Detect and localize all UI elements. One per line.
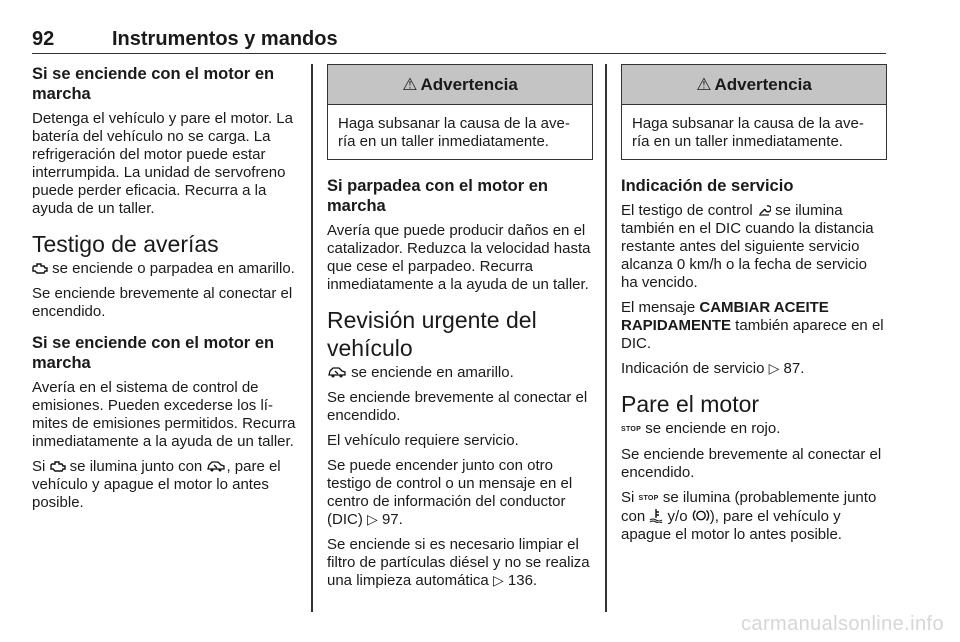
subheading: Si parpadea con el motor en marcha (327, 177, 548, 215)
paragraph: Avería que puede producir daños en el catalizador. Reduzca la velocidad hasta que cese el parpadeo. Recurra inmediatamente a la ayuda de un taller. (327, 222, 591, 293)
running-title: Instrumentos y mandos (112, 28, 338, 50)
page-number: 92 (32, 28, 55, 50)
warning-header: ⚠ Advertencia (328, 65, 592, 105)
reference-link[interactable]: 87. (783, 360, 805, 377)
paragraph: Si STOP se ilumina (probablemente junto con y/o ), pare el vehículo y apague el motor lo antes posible. (621, 489, 877, 543)
paragraph: Si se ilumina junto con , pare el vehículo y apague el motor lo antes posible. (32, 458, 281, 511)
paragraph: Se puede encender junto con otro testigo de control o un mensaje en el centro de información del conductor (DIC) ▷ 97. (327, 457, 573, 528)
column-divider (311, 64, 313, 612)
reference-arrow-icon: ▷ (367, 512, 378, 528)
dic-message: CAMBIAR ACEITE RAPIDAMENTE (621, 299, 829, 334)
service-car-icon (327, 366, 347, 378)
page-header (32, 24, 886, 54)
paragraph: STOP se enciende en rojo. (621, 420, 781, 437)
section-heading-averias: Testigo de averías (32, 231, 219, 257)
engine-icon (50, 460, 66, 472)
subheading: Si se enciende con el motor en marcha (32, 65, 275, 103)
reference-link[interactable]: 136. (507, 572, 538, 589)
reference-arrow-icon: ▷ (768, 361, 780, 377)
paragraph: El vehículo requiere servicio. (327, 432, 519, 449)
warning-triangle-icon: ⚠ (402, 74, 418, 94)
paragraph: Se enciende brevemente al conectar el encendido. (621, 446, 882, 481)
paragraph: Se enciende si es necesario limpiar el filtro de partículas diésel y no se realiza una limpieza automática ▷ 136. (327, 536, 590, 589)
paragraph: Indicación de servicio ▷ 87. (621, 360, 805, 377)
subheading: Indicación de servicio (621, 177, 794, 195)
coolant-temperature-icon (649, 508, 663, 523)
warning-header: ⚠ Advertencia (622, 65, 886, 105)
warning-text: Haga subsanar la causa de la avería en un taller inmediatamente. (632, 115, 864, 150)
paragraph: El testigo de control se ilumina también en el DIC cuando la distancia restante antes del siguiente servicio alcanza 0 km/h o la fecha de servicio ha vencido. (621, 202, 874, 291)
stop-icon: STOP (621, 426, 642, 433)
paragraph: Se enciende brevemente al conectar el encendido. (32, 285, 293, 320)
engine-icon (32, 262, 48, 274)
service-car-icon (206, 460, 226, 472)
column-1 (32, 64, 298, 519)
column-divider (605, 64, 607, 612)
warning-text: Haga subsanar la causa de la avería en un taller inmediatamente. (338, 115, 570, 150)
paragraph: se enciende en amarillo. (327, 364, 593, 382)
paragraph: Avería en el sistema de control de emisiones. Pueden excederse los límites de emisiones permitidos. Recurra inmediatamente a la ayuda de un taller. (32, 379, 296, 450)
paragraph: Detenga el vehículo y pare el motor. La batería del vehículo no se carga. La refrigeración del motor puede estar interrumpida. La unidad de servofreno puede perder eficacia. Recurra a la ayuda de un taller. (32, 110, 293, 217)
reference-link[interactable]: 97. (381, 511, 403, 528)
subheading: Si se enciende con el motor en marcha (32, 334, 275, 372)
brake-icon (692, 508, 710, 523)
watermark: carmanualsonline.info (741, 613, 944, 635)
column-2 (327, 64, 593, 597)
paragraph: se enciende o parpadea en amarillo. (32, 260, 298, 278)
wrench-icon (757, 203, 771, 217)
warning-box (327, 64, 593, 160)
warning-box (621, 64, 887, 160)
section-heading-pare: Pare el motor (621, 391, 760, 417)
stop-icon: STOP (638, 495, 659, 502)
section-heading-revision: Revisión urgente del vehículo (327, 307, 537, 361)
column-3 (621, 64, 887, 551)
warning-triangle-icon: ⚠ (696, 74, 712, 94)
paragraph: El mensaje CAMBIAR ACEITE RAPIDAMENTE también aparece en el DIC. (621, 299, 884, 352)
reference-arrow-icon: ▷ (492, 573, 504, 589)
paragraph: Se enciende brevemente al conectar el encendido. (327, 389, 588, 424)
